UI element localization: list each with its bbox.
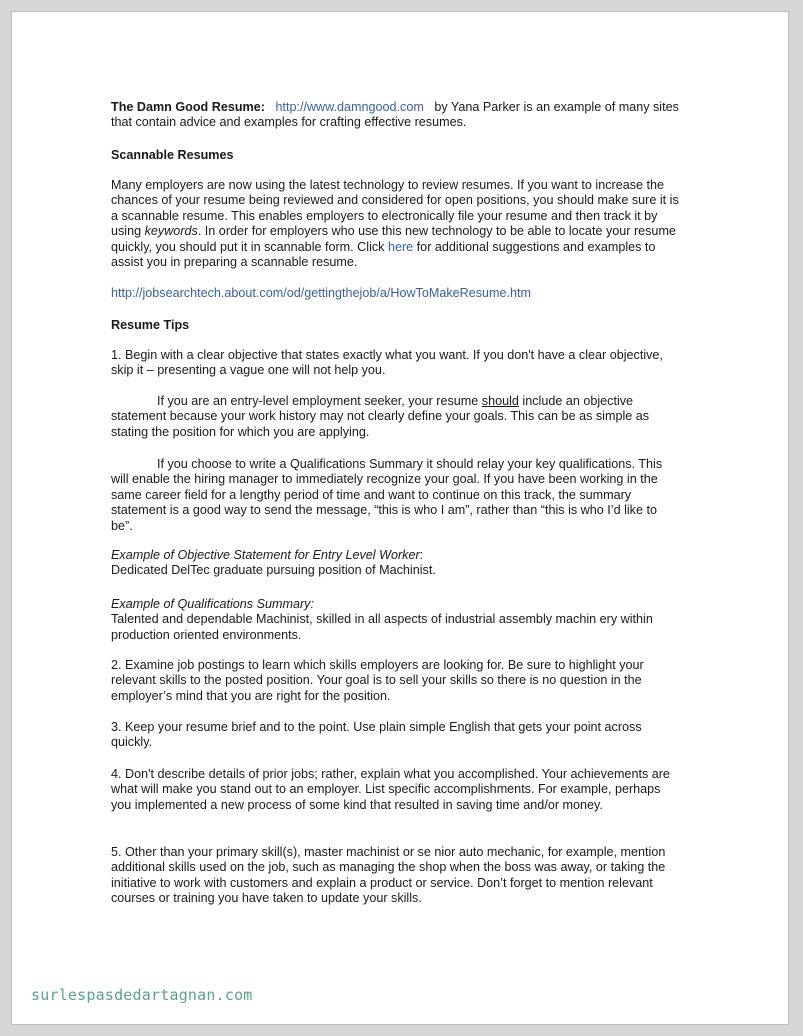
scannable-text-b: . In order for employers who use this new technology to be able to locate your resume quickly, you should put it in scannable form. Click bbox=[111, 224, 676, 254]
example-objective bbox=[111, 548, 681, 579]
should-text: should bbox=[481, 394, 519, 408]
intro-lead: The Damn Good Resume: bbox=[111, 100, 265, 114]
tip-1-qualifications: If you choose to write a Qualifications Summary it should relay your key qualifications. This will enable the hiring manager to immediately recognize your goal. If you have been working in the same career field for a lengthy period of time and want to continue on this track, the summary statement is a good way to send the message, “this is who I am”, rather than “this is who I’d like to be”. bbox=[111, 457, 663, 533]
here-link[interactable]: here bbox=[387, 239, 414, 254]
tip-1-entry-text-a: If you are an entry-level employment seeker, your resume bbox=[157, 394, 482, 408]
scannable-heading: Scannable Resumes bbox=[111, 148, 234, 162]
jobsearch-link[interactable]: http://jobsearchtech.about.com/od/gettingthejob/a/HowToMakeResume.htm bbox=[111, 286, 532, 300]
intro-paragraph bbox=[111, 100, 681, 131]
scannable-paragraph bbox=[111, 178, 681, 270]
example-qualifications bbox=[111, 597, 681, 643]
tip-2: 2. Examine job postings to learn which skills employers are looking for. Be sure to highlight your relevant skills to the posted position. Your goal is to sell your skills so there is no question in the employer’s mind that you are right for the position. bbox=[111, 658, 644, 703]
scannable-text-a: Many employers are now using the latest technology to review resumes. If you want to increase the chances of your resume being reviewed and considered for open positions, you should make sure it is a scannable resume. This enables employers to electronically file your resume and then track it by using bbox=[111, 178, 679, 239]
scannable-text-c: for additional suggestions and examples to assist you in preparing a scannable resume. bbox=[111, 239, 656, 270]
keywords-text: keywords bbox=[144, 224, 198, 239]
example-objective-text: Dedicated DelTec graduate pursuing position of Machinist. bbox=[111, 563, 436, 578]
damngood-link[interactable]: http://www.damngood.com bbox=[275, 100, 424, 114]
tips-heading: Resume Tips bbox=[111, 318, 190, 332]
intro-text: by Yana Parker is an example of many sites that contain advice and examples for crafting effective resumes. bbox=[111, 100, 679, 130]
example-qualifications-label: Example of Qualifications Summary: bbox=[111, 597, 314, 611]
tip-1-entry-text-b: include an objective statement because your work history may not clearly define your goals. This can be as simple as stating the position for which you are applying. bbox=[111, 394, 650, 439]
example-objective-colon: : bbox=[419, 548, 424, 562]
tip-1: 1. Begin with a clear objective that states exactly what you want. If you don't have a clear objective, skip it – presenting a vague one will not help you. bbox=[111, 348, 663, 378]
watermark: surlespasdedartagnan.com bbox=[31, 986, 253, 1004]
tip-4: 4. Don't describe details of prior jobs; rather, explain what you accomplished. Your achievements are what will make you stand out to an employer. List specific accomplishments. For example, perhaps you implemented a new process of some kind that resulted in saving time and/or money. bbox=[111, 767, 670, 812]
example-qualifications-text: Talented and dependable Machinist, skilled in all aspects of industrial assembly machin ery within production oriented environments. bbox=[111, 612, 653, 642]
example-objective-label: Example of Objective Statement for Entry Level Worker bbox=[111, 548, 420, 562]
jobsearch-url[interactable] bbox=[111, 286, 531, 301]
tip-5: 5. Other than your primary skill(s), master machinist or se nior auto mechanic, for example, mention additional skills used on the job, such as managing the shop when the boss was away, or taking the initiative to work with customers and explain a product or service. Don’t forget to mention relevant courses or training you have taken to update your skills. bbox=[111, 845, 666, 906]
tip-3: 3. Keep your resume brief and to the point. Use plain simple English that gets your point across quickly. bbox=[111, 720, 642, 750]
tip-1-entry-level bbox=[111, 394, 681, 440]
